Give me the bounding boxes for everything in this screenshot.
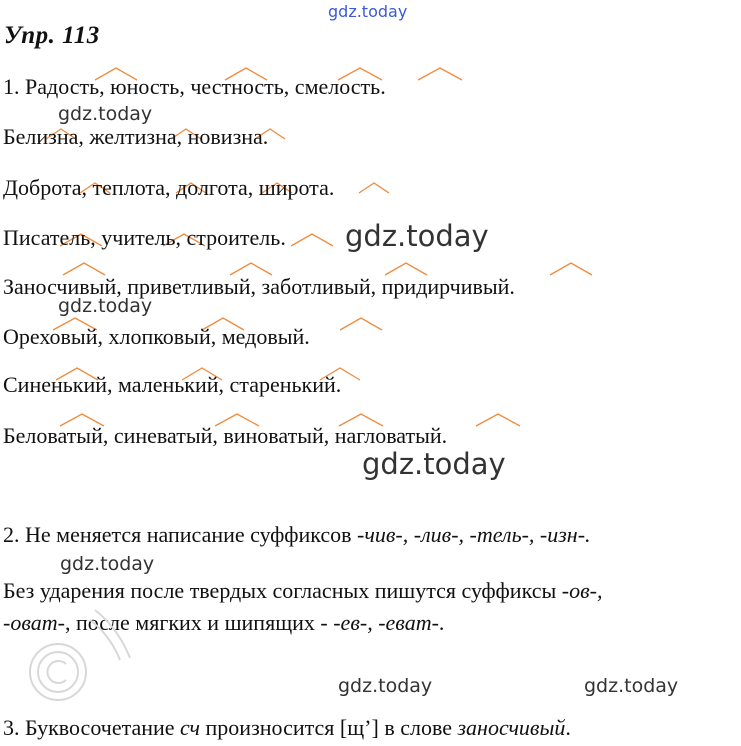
watermark: gdz.today — [584, 675, 679, 697]
watermark: gdz.today — [58, 103, 153, 125]
answer-line-1-1: 1. Радость, юность, честность, смелость. — [3, 74, 386, 99]
text: 2. Не меняется написание суффиксов — [3, 522, 358, 547]
suffix-list: -чив-, -лив-, -тель-, -изн-. — [357, 522, 591, 547]
answer-line-1-3: Доброта, теплота, долгота, широта. — [3, 175, 335, 200]
watermark: gdz.today — [362, 447, 506, 481]
answer-line-1-8: Беловатый, синеватый, виноватый, нагловатый. — [3, 423, 448, 448]
watermark: gdz.today — [345, 219, 489, 253]
answer-line-1-4: Писатель, учитель, строитель. — [3, 225, 286, 250]
watermark: gdz.today — [328, 2, 408, 21]
text: 3. Буквосочетание — [3, 715, 181, 740]
letter-combo: сч — [180, 715, 201, 740]
text: произносится [щ’] в слове — [200, 715, 458, 740]
suffix: -ов-, — [561, 578, 603, 603]
watermark: gdz.today — [338, 675, 433, 697]
watermark: gdz.today — [58, 295, 153, 317]
example-word: заносчивый — [457, 715, 566, 740]
answer-line-1-6: Ореховый, хлопковый, медовый. — [3, 324, 310, 349]
answer-line-1-2: Белизна, желтизна, новизна. — [3, 124, 269, 149]
exercise-title: Упр. 113 — [4, 22, 100, 49]
answer-line-1-7: Синенький, маленький, старенький. — [3, 372, 342, 397]
suffix-list: -ев-, -еват- — [333, 610, 439, 635]
watermark: gdz.today — [60, 553, 155, 575]
answer-line-3 — [3, 715, 571, 741]
text: , после мягких и шипящих - — [64, 610, 334, 635]
answer-line-1-5: Заносчивый, приветливый, заботливый, придирчивый. — [3, 274, 515, 299]
suffix: -оват- — [3, 610, 65, 635]
text: . — [438, 610, 445, 635]
text: Без ударения после твердых согласных пишутся суффиксы — [3, 578, 562, 603]
copyright-seal-watermark — [20, 600, 140, 710]
answer-line-2-1 — [3, 522, 591, 548]
text: . — [565, 715, 571, 740]
